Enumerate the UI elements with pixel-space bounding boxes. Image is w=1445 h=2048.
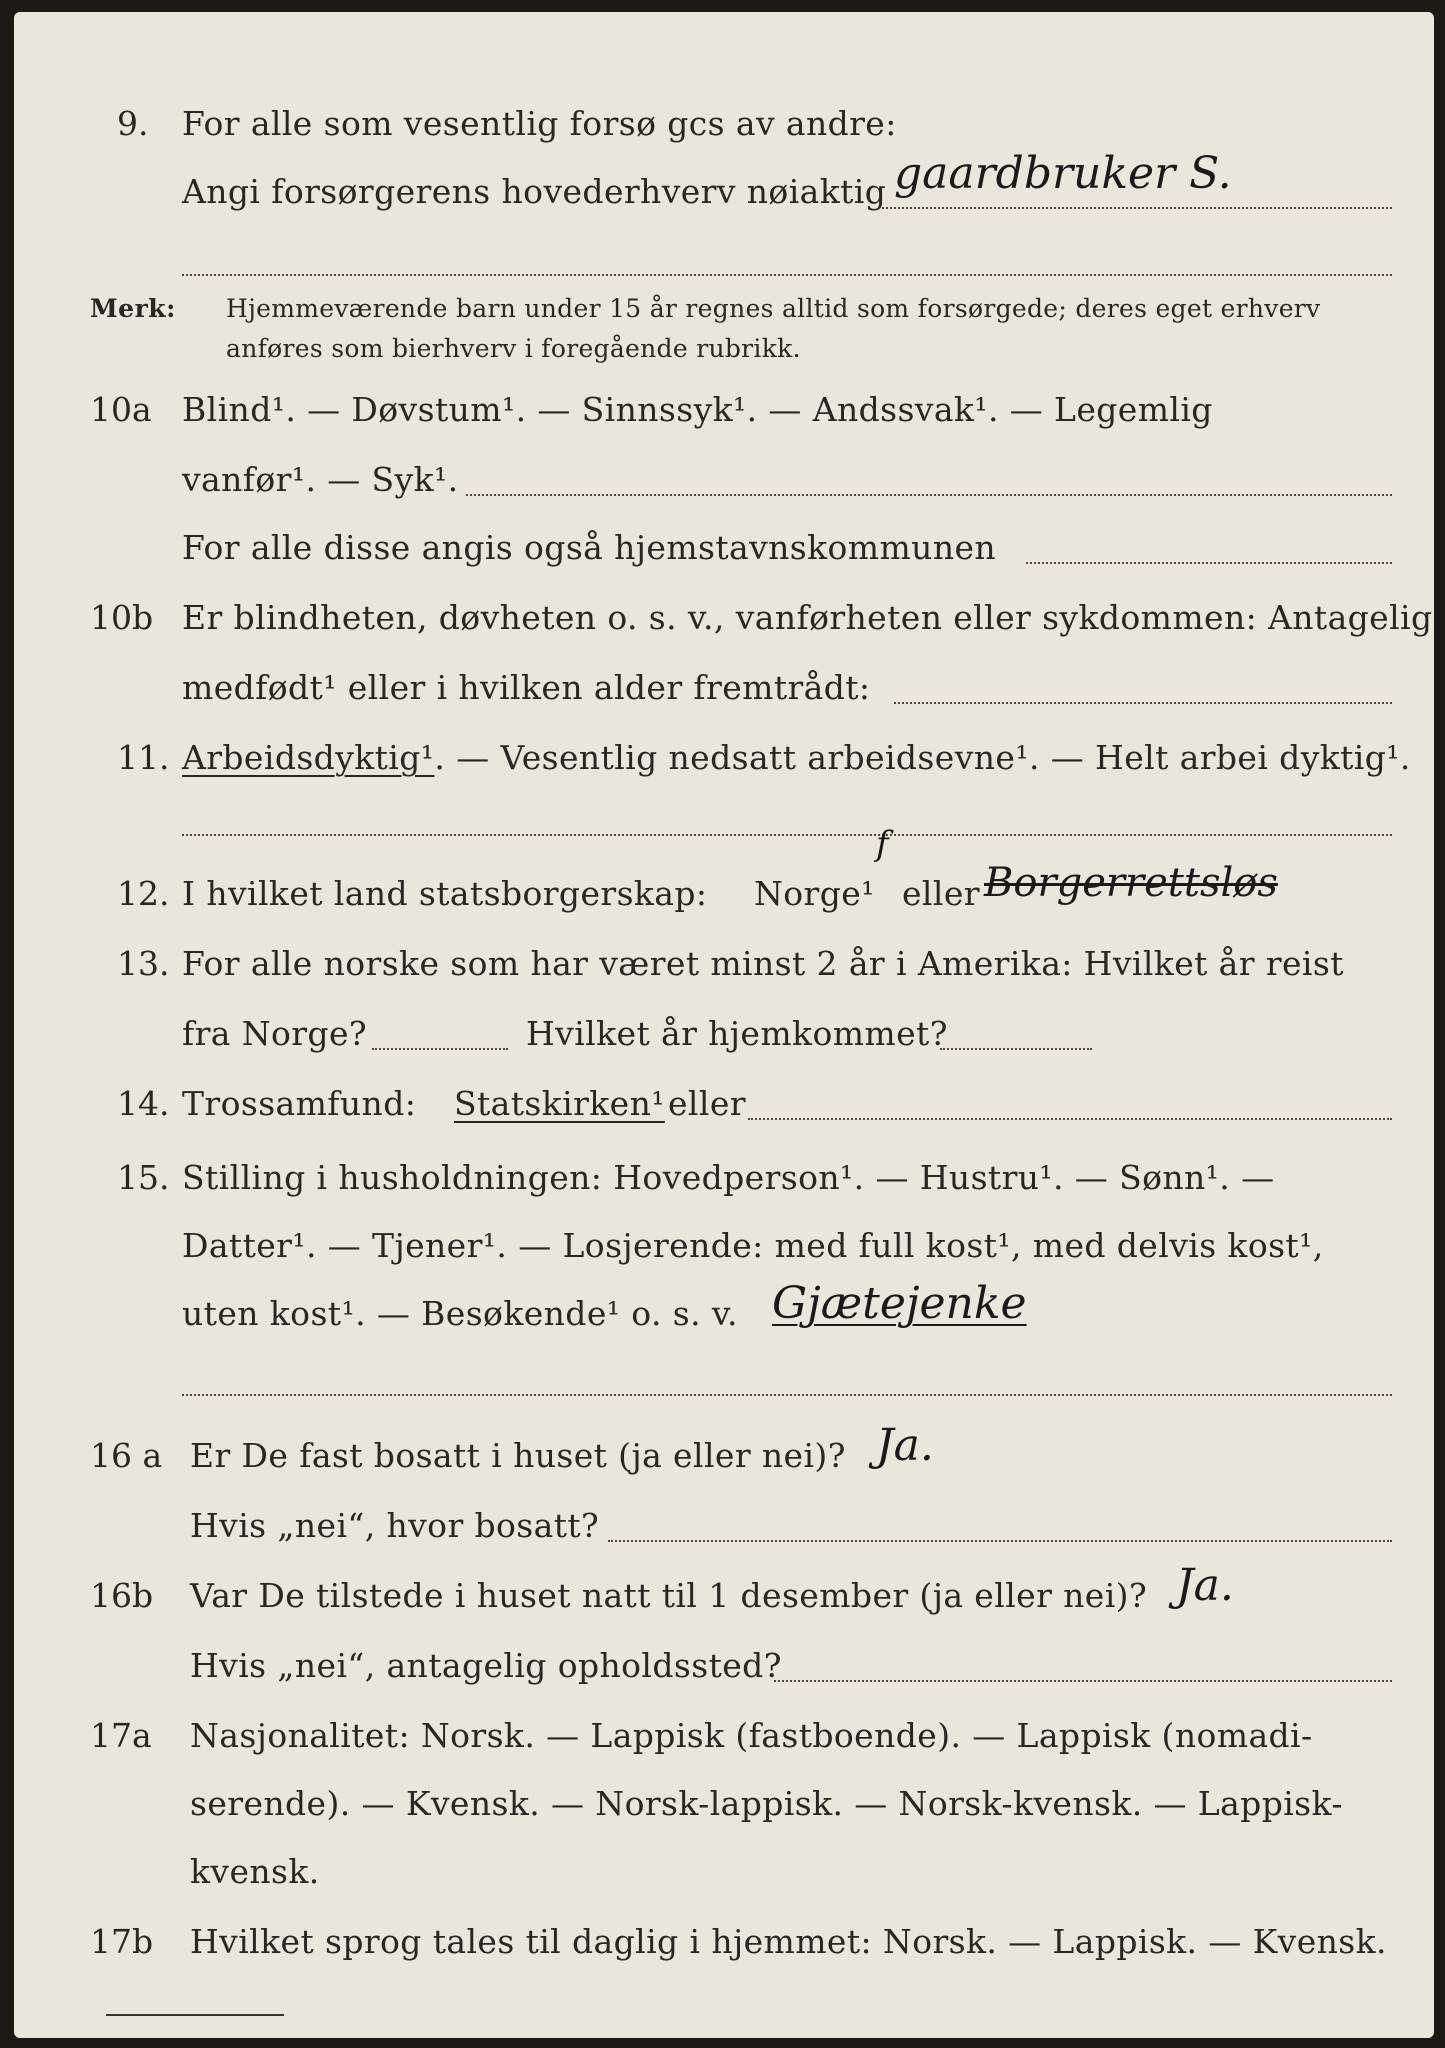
q16b-line2: Hvis „nei“, antagelig opholdssted?: [190, 1646, 782, 1685]
q14-number: 14.: [117, 1084, 170, 1123]
q16a-line1: Er De fast bosatt i huset (ja eller nei)?: [190, 1436, 846, 1475]
q13-number: 13.: [117, 944, 170, 983]
q17b-number: 17b: [90, 1922, 154, 1961]
merk-line2: anføres som bierhverv i foregående rubrikk.: [226, 334, 801, 363]
q12-option-norge: Norge¹: [754, 874, 875, 913]
q16a-line2: Hvis „nei“, hvor bosatt?: [190, 1506, 600, 1545]
q11-option-underlined: Arbeidsdyktig¹: [182, 738, 435, 777]
q17a-line3: kvensk.: [190, 1852, 320, 1891]
q10a-line2-blank: [466, 494, 1392, 496]
q10a-number: 10a: [90, 390, 152, 429]
q13-line2b: Hvilket år hjemkommet?: [526, 1014, 948, 1053]
q9-line1: For alle som vesentlig forsø gcs av andre:: [182, 104, 897, 143]
q15-line2: Datter¹. — Tjener¹. — Losjerende: med full kost¹, med delvis kost¹,: [182, 1226, 1324, 1265]
census-form-page: [14, 12, 1434, 2038]
q16a-number: 16 a: [90, 1436, 163, 1475]
q15-handwritten-answer: Gjætejenke: [772, 1278, 1027, 1329]
q10a-line2: vanfør¹. — Syk¹.: [182, 460, 459, 499]
q13-blank-reist: [372, 1048, 508, 1050]
q11-blank: [182, 834, 1392, 836]
q11-number: 11.: [117, 738, 170, 777]
q14-eller: eller: [668, 1084, 746, 1123]
q10a-line3: For alle disse angis også hjemstavnskommunen: [182, 528, 997, 567]
q16a-blank: [608, 1540, 1392, 1542]
q13-line2a: fra Norge?: [182, 1014, 368, 1053]
q15-line1: Stilling i husholdningen: Hovedperson¹. — Hustru¹. — Sønn¹. —: [182, 1158, 1275, 1197]
q9-handwritten-answer: gaardbruker S.: [894, 148, 1232, 199]
q10b-blank: [894, 702, 1392, 704]
q9-number: 9.: [117, 104, 149, 143]
q11-text: [182, 738, 1411, 777]
q17b-line1: Hvilket sprog tales til daglig i hjemmet: Norsk. — Lappisk. — Kvensk.: [190, 1922, 1387, 1961]
q13-blank-hjemkommet: [940, 1048, 1092, 1050]
footnote-rule: [106, 2014, 284, 2016]
q16b-line1: Var De tilstede i huset natt til 1 desember (ja eller nei)?: [190, 1576, 1148, 1615]
q12-mark: f: [876, 824, 889, 864]
q14-option-underlined: Statskirken¹: [454, 1084, 665, 1123]
q14-text: Trossamfund:: [182, 1084, 417, 1123]
q14-blank: [748, 1118, 1392, 1120]
q10a-line3-blank: [1026, 562, 1392, 564]
q10b-number: 10b: [90, 598, 154, 637]
q12-eller: eller: [902, 874, 980, 913]
q11-option-rest: . — Vesentlig nedsatt arbeidsevne¹. — Helt arbei dyktig¹.: [434, 738, 1411, 777]
q12-number: 12.: [117, 874, 170, 913]
q16b-blank: [774, 1680, 1392, 1682]
q17a-line1: Nasjonalitet: Norsk. — Lappisk (fastboende). — Lappisk (nomadi-: [190, 1716, 1313, 1755]
q17a-line2: serende). — Kvensk. — Norsk-lappisk. — Norsk-kvensk. — Lappisk-: [190, 1784, 1343, 1823]
q12-handwritten-answer: Borgerrettsløs: [984, 860, 1278, 906]
q16a-handwritten-answer: Ja.: [876, 1420, 934, 1471]
q10a-line1: Blind¹. — Døvstum¹. — Sinnssyk¹. — Andssvak¹. — Legemlig: [182, 390, 1213, 429]
q13-line1: For alle norske som har været minst 2 år i Amerika: Hvilket år reist: [182, 944, 1344, 983]
q15-line3: uten kost¹. — Besøkende¹ o. s. v.: [182, 1294, 738, 1333]
q15-blank: [182, 1394, 1392, 1396]
q9-answer-line: [882, 207, 1392, 209]
q15-number: 15.: [117, 1158, 170, 1197]
q9-extra-line: [182, 274, 1392, 276]
merk-line1: Hjemmeværende barn under 15 år regnes alltid som forsørgede; deres eget erhverv: [226, 294, 1321, 323]
q17a-number: 17a: [90, 1716, 152, 1755]
q16b-number: 16b: [90, 1576, 154, 1615]
merk-label: Merk:: [90, 294, 176, 323]
q9-line2: Angi forsørgerens hovederhverv nøiaktig: [182, 172, 887, 211]
q12-text: I hvilket land statsborgerskap:: [182, 874, 708, 913]
q10b-line2: medfødt¹ eller i hvilken alder fremtrådt:: [182, 668, 871, 707]
q16b-handwritten-answer: Ja.: [1176, 1560, 1234, 1611]
q10b-line1: Er blindheten, døvheten o. s. v., vanførheten eller sykdommen: Antagelig: [182, 598, 1433, 637]
